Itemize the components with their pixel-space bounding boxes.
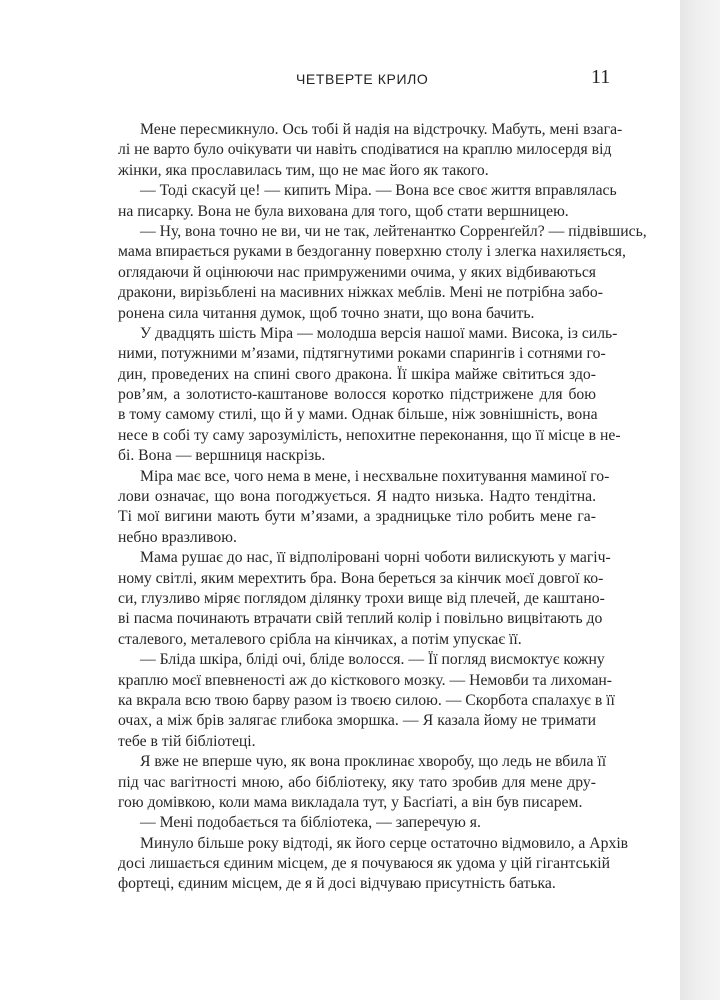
text-line: Мама рушає до нас, її відполіровані чорні чоботи вилискують у магіч-	[140, 549, 611, 567]
text-line: — Бліда шкіра, бліді очі, бліде волосся. — Її погляд висмоктує кожну	[140, 651, 605, 669]
text-line: сталевого, металевого срібла на кінчиках, а потім упускає її.	[118, 630, 522, 648]
text-line: — Мені подобається та бібліотека, — заперечую я.	[140, 814, 481, 832]
page-edge-shadow	[680, 0, 720, 1000]
running-title: ЧЕТВЕРТЕ КРИЛО	[296, 71, 429, 87]
text-line: оглядаючи й оцінюючи нас примруженими очима, у яких відбиваються	[118, 263, 596, 281]
text-line: небно вразливою.	[118, 528, 237, 546]
text-line: бі. Вона — вершниця наскрізь.	[118, 447, 326, 465]
text-line: ка вкрала всю твою барву разом із твоєю силою. — Скорбота спалахує в її	[118, 691, 615, 709]
text-line: ними, потужними м’язами, підтягнутими роками спарингів і сотнями го-	[118, 345, 606, 363]
text-line: ві пасма починають втрачати свій теплий колір і повільно вицвітають до	[118, 610, 603, 628]
text-line: Міра має все, чого нема в мене, і несхвальне похитування маминої го-	[140, 467, 610, 485]
text-line: жінки, яка прославилась тим, що не має його як такого.	[118, 161, 489, 179]
text-line: — Ну, вона точно не ви, чи не так, лейтенантко Сорренґейл? — підвівшись,	[140, 222, 647, 240]
text-line: в тому самому стилі, що й у мами. Однак більше, ніж зовнішність, вона	[118, 406, 598, 424]
text-line: лі не варто було очікувати чи навіть сподіватися на краплю милосердя від	[118, 141, 612, 159]
text-line: краплю моєї впевненості аж до кісткового мозку. — Немовби та лихоман-	[118, 671, 613, 689]
text-line: мама впирається руками в бездоганну поверхню столу і злегка нахиляється,	[118, 243, 626, 261]
text-line: — Тоді скасуй це! — кипить Міра. — Вона все своє життя вправлялась	[140, 182, 617, 200]
text-line: Ті мої вигини мають бути м’язами, а зрадницьке тіло робить мене га-	[118, 508, 596, 526]
text-line: си, глузливо міряє поглядом ділянку трохи вище від плечей, де каштано-	[118, 589, 605, 607]
text-line: дракони, вирізьблені на масивних ніжках меблів. Мені не потрібна забо-	[118, 284, 603, 302]
text-line: ронена сила читання думок, щоб точно знати, що вона бачить.	[118, 304, 535, 322]
text-line: Мене пересмикнуло. Ось тобі й надія на відстрочку. Мабуть, мені взага-	[140, 121, 623, 138]
text-line: на писарку. Вона не була вихована для того, щоб стати вершницею.	[118, 202, 569, 220]
text-line: гою домівкою, коли мама викладала тут, у Басґіаті, а він був писарем.	[118, 793, 583, 811]
text-line: дин, проведених на спині свого дракона. Її шкіра майже світиться здо-	[118, 365, 596, 383]
text-line: під час вагітності мною, або бібліотеку, яку тато зробив для мене дру-	[118, 773, 596, 791]
text-line: лови означає, що вона погоджується. Я надто низька. Надто тендітна.	[118, 488, 596, 506]
text-line: очах, а між брів залягає глибока зморшка. — Я казала йому не тримати	[118, 712, 596, 730]
text-line: фортеці, єдиним місцем, де я й досі відчуваю присутність батька.	[118, 875, 556, 893]
text-line: ров’ям, а золотисто-каштанове волосся коротко підстрижене для бою	[118, 386, 596, 404]
text-line: ному світлі, яким мерехтить бра. Вона береться за кінчик моєї довгої ко-	[118, 569, 604, 587]
text-line: несе в собі ту саму зарозумілість, непохитне переконання, що її місце в не-	[118, 426, 621, 444]
text-line: У двадцять шість Міра — молодша версія нашої мами. Висока, із силь-	[140, 324, 618, 342]
body-text	[118, 120, 647, 895]
page-number: 11	[591, 66, 611, 88]
text-line: досі лишається єдиним місцем, де я почуваюся як удома у цій гігантській	[118, 855, 611, 873]
text-line: тебе в тій бібліотеці.	[118, 732, 256, 750]
text-line: Минуло більше року відтоді, як його серце остаточно відмовило, а Архів	[140, 834, 629, 852]
text-line: Я вже не вперше чую, як вона проклинає хворобу, що ледь не вбила її	[140, 753, 607, 771]
